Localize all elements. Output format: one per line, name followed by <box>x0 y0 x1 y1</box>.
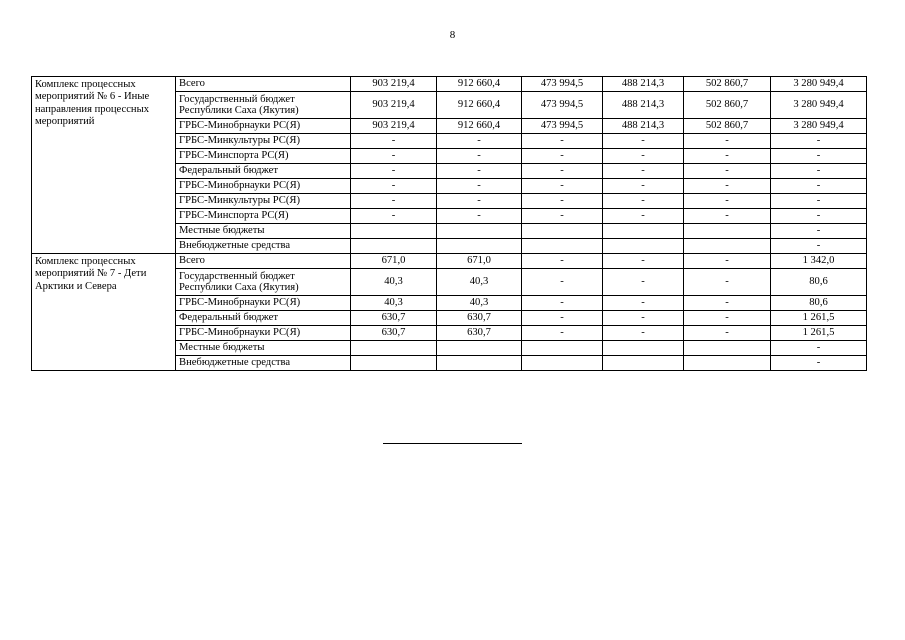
funding-source: ГРБС-Минспорта РС(Я) <box>176 149 351 164</box>
amount-cell: - <box>522 254 603 269</box>
amount-cell <box>437 356 522 371</box>
amount-cell: 473 994,5 <box>522 77 603 92</box>
amount-cell: 1 261,5 <box>771 326 867 341</box>
amount-cell: - <box>603 311 684 326</box>
amount-cell: - <box>351 179 437 194</box>
funding-source: ГРБС-Минобрнауки РС(Я) <box>176 179 351 194</box>
funding-source: ГРБС-Минобрнауки РС(Я) <box>176 296 351 311</box>
amount-cell: 912 660,4 <box>437 119 522 134</box>
amount-cell: - <box>684 194 771 209</box>
amount-cell <box>684 356 771 371</box>
funding-source: Местные бюджеты <box>176 224 351 239</box>
amount-cell: - <box>522 179 603 194</box>
amount-cell: - <box>437 149 522 164</box>
funding-source: Федеральный бюджет <box>176 164 351 179</box>
amount-cell: - <box>522 269 603 296</box>
amount-cell: - <box>351 134 437 149</box>
amount-cell <box>684 224 771 239</box>
amount-cell: 903 219,4 <box>351 92 437 119</box>
amount-cell <box>522 356 603 371</box>
amount-cell: - <box>603 254 684 269</box>
amount-cell: - <box>351 194 437 209</box>
page-number: 8 <box>449 29 456 41</box>
amount-cell <box>437 341 522 356</box>
amount-cell: 671,0 <box>351 254 437 269</box>
amount-cell: 630,7 <box>437 311 522 326</box>
amount-cell <box>522 224 603 239</box>
amount-cell: 40,3 <box>351 269 437 296</box>
amount-cell <box>522 341 603 356</box>
funding-source: ГРБС-Минспорта РС(Я) <box>176 209 351 224</box>
amount-cell: 488 214,3 <box>603 119 684 134</box>
amount-cell: - <box>603 164 684 179</box>
amount-cell: 630,7 <box>351 311 437 326</box>
funding-source: ГРБС-Минобрнауки РС(Я) <box>176 119 351 134</box>
table-row <box>32 77 867 92</box>
amount-cell <box>603 224 684 239</box>
amount-cell: 1 342,0 <box>771 254 867 269</box>
amount-cell: - <box>351 164 437 179</box>
amount-cell: 3 280 949,4 <box>771 119 867 134</box>
funding-source: ГРБС-Минкультуры РС(Я) <box>176 134 351 149</box>
amount-cell: 3 280 949,4 <box>771 92 867 119</box>
amount-cell: 3 280 949,4 <box>771 77 867 92</box>
funding-source: Внебюджетные средства <box>176 356 351 371</box>
amount-cell: 903 219,4 <box>351 77 437 92</box>
amount-cell <box>351 239 437 254</box>
amount-cell <box>603 341 684 356</box>
amount-cell <box>351 224 437 239</box>
funding-source: Федеральный бюджет <box>176 311 351 326</box>
funding-source: Местные бюджеты <box>176 341 351 356</box>
amount-cell: - <box>522 149 603 164</box>
amount-cell <box>351 356 437 371</box>
funding-table <box>31 76 867 371</box>
amount-cell: 502 860,7 <box>684 77 771 92</box>
amount-cell: - <box>771 149 867 164</box>
amount-cell: - <box>522 296 603 311</box>
amount-cell: 80,6 <box>771 269 867 296</box>
amount-cell: - <box>437 179 522 194</box>
amount-cell: 502 860,7 <box>684 92 771 119</box>
amount-cell: 40,3 <box>437 269 522 296</box>
amount-cell: - <box>522 326 603 341</box>
amount-cell: 630,7 <box>437 326 522 341</box>
amount-cell: - <box>684 269 771 296</box>
amount-cell: - <box>437 194 522 209</box>
amount-cell <box>522 239 603 254</box>
amount-cell: - <box>771 209 867 224</box>
amount-cell: 912 660,4 <box>437 92 522 119</box>
table-body <box>32 77 867 371</box>
amount-cell: 40,3 <box>351 296 437 311</box>
amount-cell: - <box>771 194 867 209</box>
amount-cell <box>684 239 771 254</box>
complex-title: Комплекс процессных мероприятий № 6 - Иные направления процессных мероприятий <box>32 77 176 254</box>
amount-cell: 630,7 <box>351 326 437 341</box>
amount-cell: 40,3 <box>437 296 522 311</box>
amount-cell <box>603 239 684 254</box>
amount-cell: - <box>437 164 522 179</box>
amount-cell: 502 860,7 <box>684 119 771 134</box>
funding-source: Государственный бюджет Республики Саха (Якутия) <box>176 269 351 296</box>
amount-cell: 1 261,5 <box>771 311 867 326</box>
amount-cell: - <box>684 296 771 311</box>
amount-cell: - <box>684 311 771 326</box>
amount-cell: - <box>603 134 684 149</box>
funding-source: ГРБС-Минкультуры РС(Я) <box>176 194 351 209</box>
amount-cell: 903 219,4 <box>351 119 437 134</box>
amount-cell: - <box>603 269 684 296</box>
amount-cell: - <box>771 179 867 194</box>
amount-cell: 488 214,3 <box>603 77 684 92</box>
amount-cell: - <box>684 149 771 164</box>
funding-source: Всего <box>176 77 351 92</box>
amount-cell <box>351 341 437 356</box>
funding-source: ГРБС-Минобрнауки РС(Я) <box>176 326 351 341</box>
amount-cell: 488 214,3 <box>603 92 684 119</box>
amount-cell: - <box>603 326 684 341</box>
funding-source: Всего <box>176 254 351 269</box>
amount-cell: 912 660,4 <box>437 77 522 92</box>
funding-source: Внебюджетные средства <box>176 239 351 254</box>
amount-cell: - <box>603 179 684 194</box>
amount-cell <box>437 239 522 254</box>
amount-cell: - <box>771 134 867 149</box>
amount-cell: - <box>522 194 603 209</box>
funding-source: Государственный бюджет Республики Саха (Якутия) <box>176 92 351 119</box>
amount-cell: - <box>522 134 603 149</box>
amount-cell: - <box>684 164 771 179</box>
amount-cell: - <box>771 356 867 371</box>
amount-cell: - <box>684 134 771 149</box>
amount-cell: - <box>684 179 771 194</box>
separator-line <box>383 443 522 444</box>
amount-cell: - <box>437 209 522 224</box>
amount-cell: - <box>351 149 437 164</box>
amount-cell: - <box>351 209 437 224</box>
amount-cell: - <box>684 209 771 224</box>
amount-cell: - <box>771 239 867 254</box>
amount-cell: 80,6 <box>771 296 867 311</box>
amount-cell: - <box>603 194 684 209</box>
amount-cell <box>437 224 522 239</box>
amount-cell: - <box>603 149 684 164</box>
amount-cell: - <box>771 164 867 179</box>
complex-title: Комплекс процессных мероприятий № 7 - Дети Арктики и Севера <box>32 254 176 371</box>
table-row <box>32 254 867 269</box>
amount-cell: - <box>522 164 603 179</box>
amount-cell: - <box>437 134 522 149</box>
amount-cell: - <box>522 209 603 224</box>
amount-cell: - <box>771 341 867 356</box>
amount-cell: - <box>684 326 771 341</box>
amount-cell: 473 994,5 <box>522 119 603 134</box>
amount-cell: - <box>603 296 684 311</box>
amount-cell: - <box>684 254 771 269</box>
amount-cell: - <box>603 209 684 224</box>
amount-cell: 473 994,5 <box>522 92 603 119</box>
amount-cell: - <box>522 311 603 326</box>
amount-cell: 671,0 <box>437 254 522 269</box>
amount-cell <box>603 356 684 371</box>
amount-cell <box>684 341 771 356</box>
amount-cell: - <box>771 224 867 239</box>
